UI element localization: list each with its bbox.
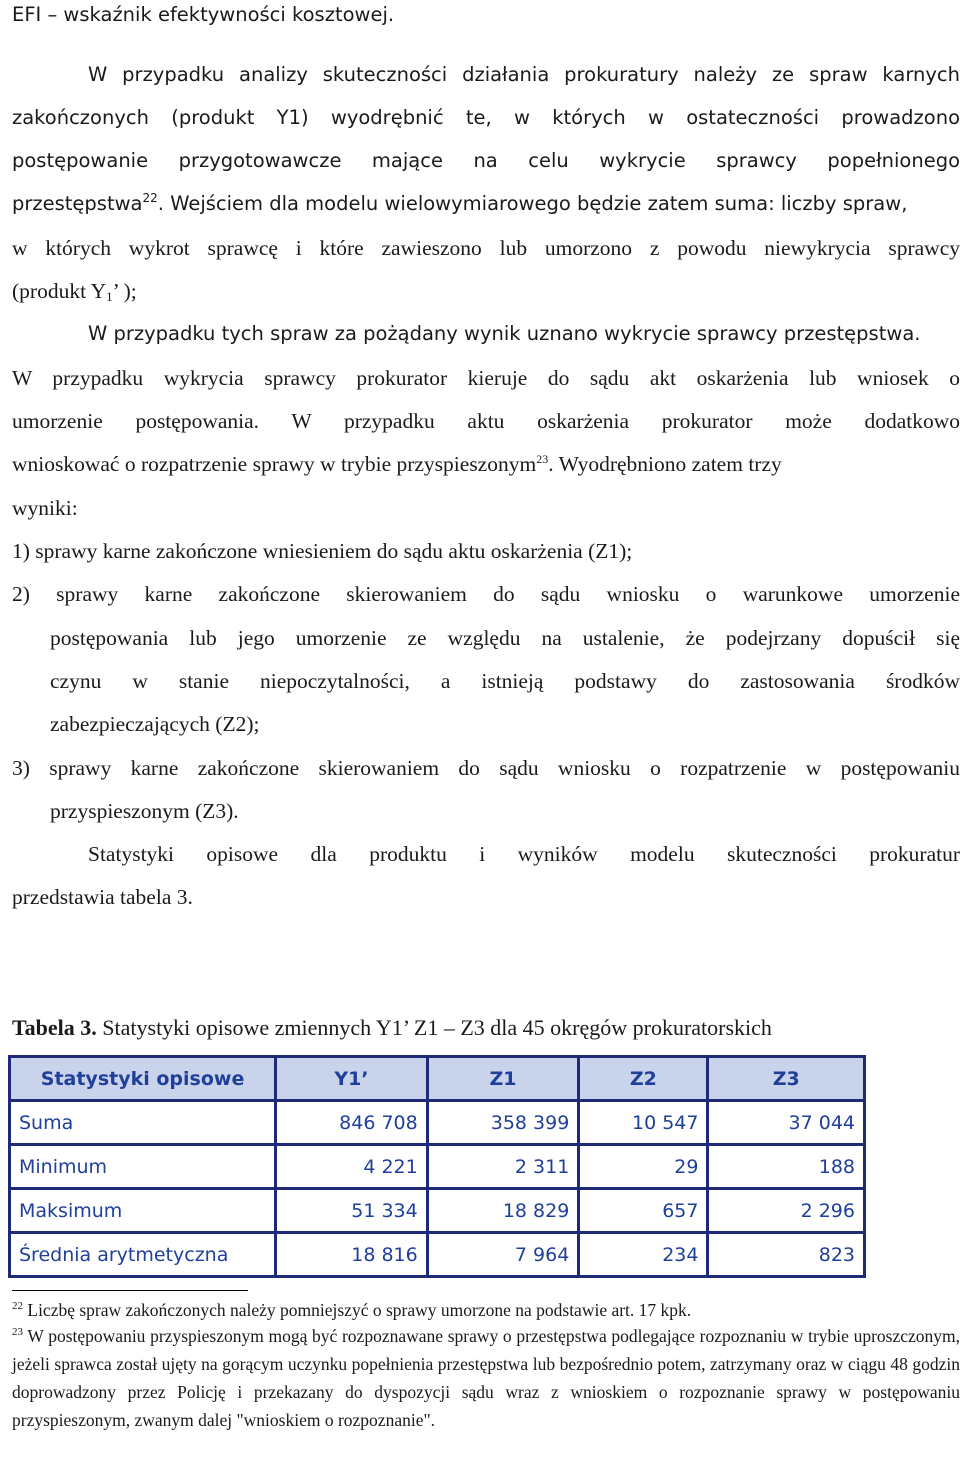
table-header-cell: Z3: [708, 1057, 865, 1101]
text-line: [12, 281, 137, 303]
footnote-ref: 23: [536, 452, 549, 466]
text-line: W przypadku analizy skuteczności działania prokuratury należy ze spraw karnych: [88, 63, 960, 86]
table-header-cell: Statystyki opisowe: [10, 1057, 276, 1101]
list-item-continuation: postępowania lub jego umorzenie ze względu na ustalenie, że podejrzany dopuścił się: [50, 626, 960, 650]
footnote-text: W postępowaniu przyspieszonym mogą być rozpoznawane sprawy o przestępstwa podlegające rozpoznaniu w trybie uproszczonym, jeżeli sprawca został ujęty na gorącym uczynku popełnienia przestępstwa lub bezpośrednio potem, zatrzymany oraz w ciągu 48 godzin doprowadzony przez Policję i przekazany do dyspozycji sądu wraz z wnioskiem o rozpoznanie sprawy w postępowaniu przyspieszonym, zwanym dalej "wnioskiem o rozpoznanie".: [12, 1326, 960, 1430]
text-line: [12, 191, 908, 215]
table-cell: 18 816: [276, 1233, 428, 1277]
text-line: W przypadku wykrycia sprawcy prokurator kieruje do sądu akt oskarżenia lub wniosek o: [12, 366, 960, 390]
table-cell: 7 964: [427, 1233, 579, 1277]
text-line: postępowanie przygotowawcze mające na celu wykrycie sprawcy popełnionego: [12, 149, 960, 172]
table-cell: 188: [708, 1145, 865, 1189]
table-cell: Suma: [10, 1101, 276, 1145]
footnote: [12, 1296, 960, 1324]
footnote-divider: [12, 1290, 248, 1291]
footnote-number: 23: [12, 1326, 23, 1338]
text-line: umorzenie postępowania. W przypadku aktu oskarżenia prokurator może dodatkowo: [12, 409, 960, 433]
statistics-table: [8, 1055, 866, 1278]
table-row: [10, 1233, 865, 1277]
text-line: [12, 454, 782, 476]
table-header-row: [10, 1057, 865, 1101]
text-line: wyniki:: [12, 496, 78, 520]
table-cell: 823: [708, 1233, 865, 1277]
table-cell: 51 334: [276, 1189, 428, 1233]
table-cell: Średnia arytmetyczna: [10, 1233, 276, 1277]
table-row: [10, 1101, 865, 1145]
table-cell: 657: [579, 1189, 708, 1233]
table-row: [10, 1189, 865, 1233]
text-line: w których wykrot sprawcę i które zawieszono lub umorzono z powodu niewykrycia sprawcy: [12, 236, 960, 260]
text-span: ’ );: [112, 279, 137, 303]
table-caption: [12, 1015, 772, 1041]
table-cell: 234: [579, 1233, 708, 1277]
list-item-continuation: zabezpieczających (Z2);: [50, 712, 260, 736]
table-cell: Minimum: [10, 1145, 276, 1189]
text-line: zakończonych (produkt Y1) wyodrębnić te, w których w ostateczności prowadzono: [12, 106, 960, 129]
text-span: (produkt Y: [12, 279, 107, 303]
text-line: W przypadku tych spraw za pożądany wynik uznano wykrycie sprawcy przestępstwa.: [88, 322, 921, 345]
footnote-text: Liczbę spraw zakończonych należy pomniejszyć o sprawy umorzone na podstawie art. 17 kpk.: [23, 1300, 692, 1320]
text-span: przestępstwa: [12, 192, 143, 215]
table-cell: 2 311: [427, 1145, 579, 1189]
table-cell: Maksimum: [10, 1189, 276, 1233]
table-header-cell: Z2: [579, 1057, 708, 1101]
table-header-cell: Z1: [427, 1057, 579, 1101]
table-cell: 18 829: [427, 1189, 579, 1233]
text-span: . Wejściem dla modelu wielowymiarowego będzie zatem suma: liczby spraw,: [157, 192, 908, 215]
list-item: 1) sprawy karne zakończone wniesieniem do sądu aktu oskarżenia (Z1);: [12, 539, 633, 563]
table-caption-label: Tabela 3.: [12, 1015, 97, 1040]
footnote-number: 22: [12, 1300, 23, 1312]
text-line: przedstawia tabela 3.: [12, 885, 193, 909]
list-item-continuation: przyspieszonym (Z3).: [50, 799, 239, 823]
table-caption-text: Statystyki opisowe zmiennych Y1’ Z1 – Z3 dla 45 okręgów prokuratorskich: [96, 1015, 772, 1040]
list-item: 3) sprawy karne zakończone skierowaniem do sądu wniosku o rozpatrzenie w postępowaniu: [12, 756, 960, 780]
text-span: wnioskować o rozpatrzenie sprawy w trybie przyspieszonym: [12, 452, 537, 476]
list-item-continuation: czynu w stanie niepoczytalności, a istnieją podstawy do zastosowania środków: [50, 669, 960, 693]
table-cell: 10 547: [579, 1101, 708, 1145]
table-cell: 37 044: [708, 1101, 865, 1145]
table-cell: 2 296: [708, 1189, 865, 1233]
subscript: 1: [106, 289, 113, 304]
table-row: [10, 1145, 865, 1189]
footnote: [12, 1322, 960, 1434]
text-line: Statystyki opisowe dla produktu i wyników modelu skuteczności prokuratur: [88, 842, 960, 866]
table-cell: 4 221: [276, 1145, 428, 1189]
footnote-ref: 22: [142, 191, 158, 205]
table-cell: 29: [579, 1145, 708, 1189]
table-cell: 846 708: [276, 1101, 428, 1145]
table-cell: 358 399: [427, 1101, 579, 1145]
table-header-cell: Y1’: [276, 1057, 428, 1101]
text-line: EFI – wskaźnik efektywności kosztowej.: [12, 3, 395, 26]
list-item: 2) sprawy karne zakończone skierowaniem do sądu wniosku o warunkowe umorzenie: [12, 582, 960, 606]
text-span: . Wyodrębniono zatem trzy: [548, 452, 782, 476]
